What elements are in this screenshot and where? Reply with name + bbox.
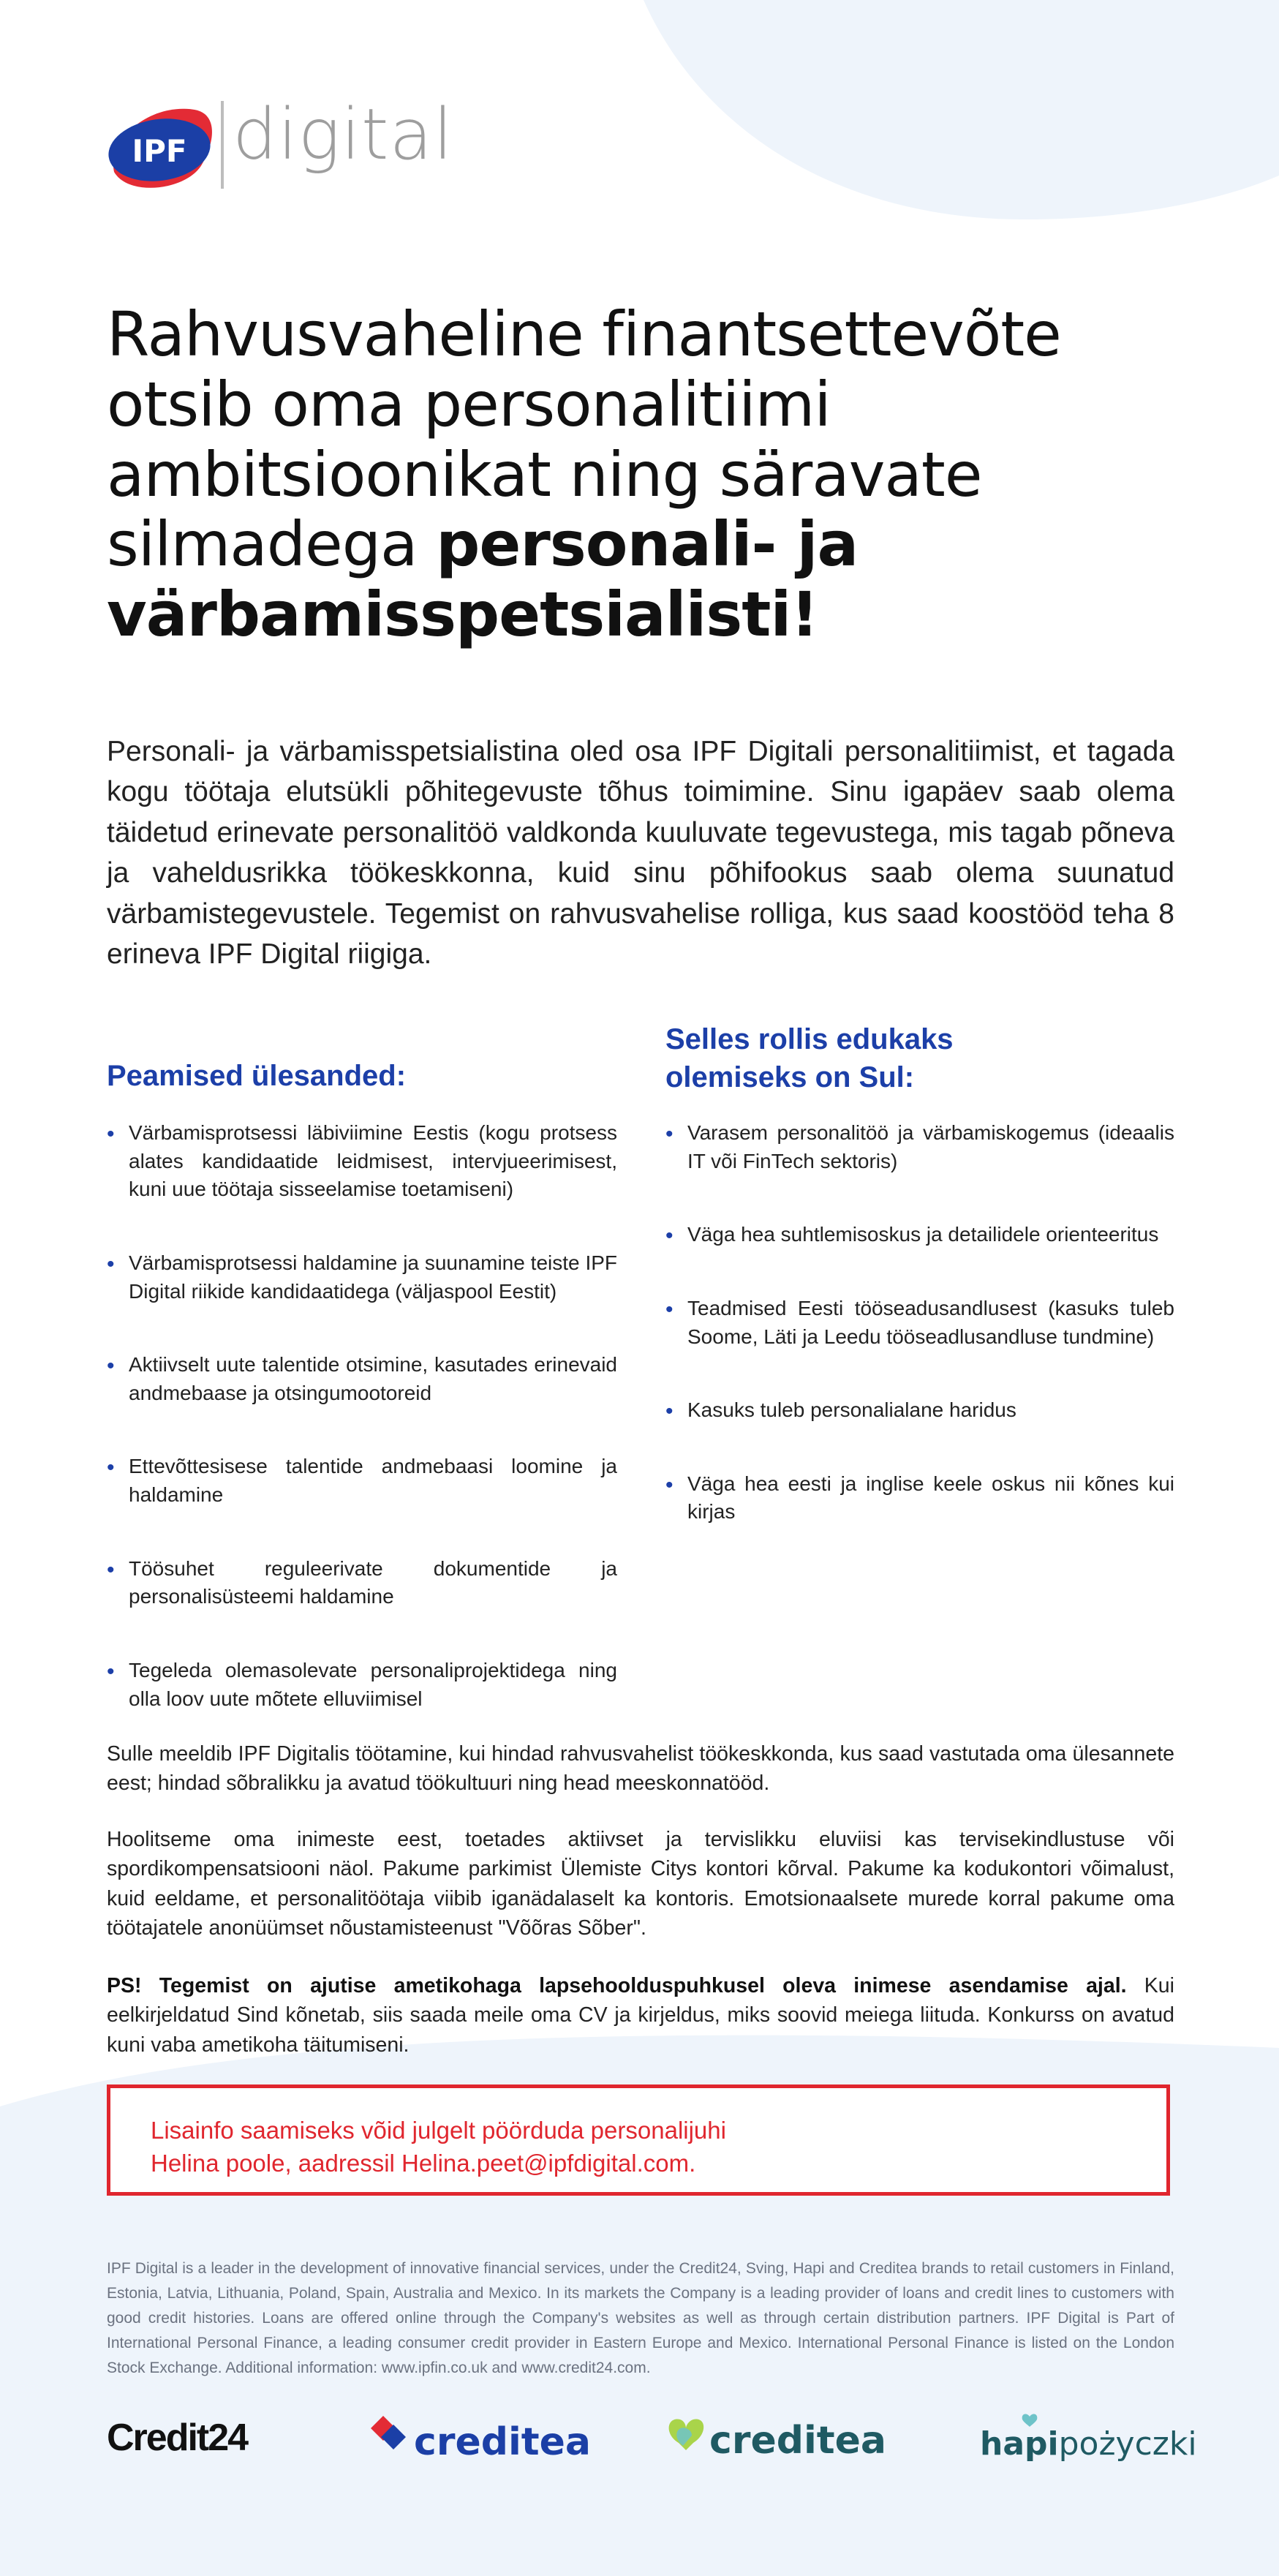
list-item: • Värbamisprotsessi haldamine ja suunamine teiste IPF Digital riikide kandidaatidega (väljaspool Eestit) <box>107 1249 617 1306</box>
ipf-logo-icon <box>107 95 216 197</box>
creditea-blue-logo <box>369 2406 603 2472</box>
list-item: • Tegeleda olemasolevate personaliprojektidega ning olla loov uute mõtete elluviimisel <box>107 1657 617 1713</box>
headline-line-4-regular: silmadega <box>107 508 437 581</box>
tasks-title: Peamised ülesanded: <box>107 1060 407 1092</box>
svg-text:creditea: creditea <box>709 2419 886 2463</box>
brand-logos <box>107 2406 1197 2472</box>
requirements-list <box>665 1119 1174 1572</box>
bullet-icon: • <box>107 1122 115 1146</box>
paragraph-work-environment: Sulle meeldib IPF Digitalis töötamine, kui hindad rahvusvahelist töökeskkonda, kus saad vastutada oma ülesannete eest; hindad sõbralikku ja avatud töökultuuri ning head meeskonnatööd. <box>107 1742 1174 1796</box>
logo-divider <box>221 101 224 189</box>
bullet-icon: • <box>107 1455 115 1480</box>
bullet-icon: • <box>665 1297 674 1322</box>
svg-text:creditea: creditea <box>414 2420 591 2464</box>
list-item: • Värbamisprotsessi läbiviimine Eestis (kogu protsess alates kandidaatide leidmisest, intervjueerimisest, kuni uue töötaja sisseelamise toetamiseni) <box>107 1119 617 1204</box>
list-item: • Ettevõttesisese talentide andmebaasi loomine ja haldamine <box>107 1453 617 1509</box>
ps-bold-text: PS! Tegemist on ajutise ametikohaga lapsehoolduspuhkusel oleva inimese asendamise ajal. <box>107 1974 1127 1997</box>
headline <box>107 300 1174 650</box>
headline-line-4 <box>107 510 1174 580</box>
headline-line-4-bold: personali- ja <box>436 508 859 581</box>
bullet-icon: • <box>665 1472 674 1497</box>
list-item: • Väga hea eesti ja inglise keele oskus nii kõnes kui kirjas <box>665 1470 1174 1526</box>
bullet-icon: • <box>665 1122 674 1146</box>
ps-rest-text: Kui eelkirjeldatud Sind kõnetab, siis saada meile oma CV ja kirjeldus, miks soovid meiega liituda. Konkurss on avatud kuni vaba ametikoha täitumiseni. <box>107 1974 1174 2057</box>
contact-line-2: Helina poole, aadressil Helina.peet@ipfdigital.com. <box>151 2149 696 2177</box>
contact-email-link[interactable]: Helina.peet@ipfdigital.com <box>401 2149 690 2177</box>
creditea-teal-logo <box>663 2406 904 2472</box>
paragraph-benefits: Hoolitseme oma inimeste eest, toetades aktiivset ja tervislikku eluviisi kas tervisekindlustuse või spordikompensatsiooni näol. Pakume parkimist Ülemiste Citys kontori kõrval. Pakume ka kodukontori võimalust, kuid eeldame, et personalitöötaja viibib iganädalaselt ka kontoris. Emotsionaalsete murede korral pakume oma töötajatele anonüümset nõustamisteenust "Võõras Sõber". <box>107 1828 1174 1940</box>
logo-wordmark: digital <box>233 94 454 176</box>
intro-paragraph: Personali- ja värbamisspetsialistina oled osa IPF Digitali personalitiimist, et tagada kogu töötaja elutsükli põhitegevuste tõhus toimimine. Sinu igapäev saab olema täidetud erinevate personalitöö valdkonda kuuluvate tegevustega, mis tagab põneva ja vaheldusrikka töökeskkonna, kuid sinu põhifookus saab olema suunatud värbamistegevustele. Tegemist on rahvusvahelise rolliga, kus saad koostööd teha 8 erineva IPF Digital riigiga. <box>107 736 1174 970</box>
paragraph-ps <box>107 1971 1174 2060</box>
headline-line-5 <box>107 580 1174 650</box>
list-item: • Varasem personalitöö ja värbamiskogemus (ideaalis IT või FinTech sektoris) <box>665 1119 1174 1175</box>
headline-line-2: otsib oma personalitiimi <box>107 368 831 440</box>
company-description: IPF Digital is a leader in the development of innovative financial services, under the Credit24, Sving, Hapi and Creditea brands to retail customers in Finland, Estonia, Latvia, Lithuania, Poland, Spain, Australia and Mexico. In its markets the Company is a leading provider of loans and credit lines to customers with good credit histories. Loans are offered online through the Company's websites as well as through certain distribution partners. IPF Digital is Part of International Personal Finance, a leading consumer credit provider in Eastern Europe and Mexico. International Personal Finance is listed on the London Stock Exchange. Additional information: www.ipfin.co.uk and www.credit24.com. <box>107 2260 1174 2377</box>
logo-badge-text: IPF <box>132 133 187 169</box>
credit24-logo <box>107 2406 268 2472</box>
svg-text:hapipożyczki: hapipożyczki <box>980 2425 1197 2463</box>
hapi-pozyczki-logo <box>976 2406 1197 2472</box>
contact-box <box>107 2084 1170 2196</box>
ipf-digital-logo <box>107 94 454 197</box>
headline-line-3: ambitsioonikat ning säravate <box>107 438 982 511</box>
bullet-icon: • <box>665 1399 674 1424</box>
list-item: • Aktiivselt uute talentide otsimine, kasutades erinevaid andmebaase ja otsingumootoreid <box>107 1351 617 1407</box>
svg-text:Credit24: Credit24 <box>107 2417 248 2459</box>
requirements-title-line-1: Selles rollis edukaks <box>665 1023 954 1055</box>
bullet-icon: • <box>107 1354 115 1379</box>
bullet-icon: • <box>107 1557 115 1582</box>
headline-line-1: Rahvusvaheline finantsettevõte <box>107 298 1061 370</box>
contact-text <box>151 2114 726 2180</box>
requirements-title <box>665 1020 1177 1096</box>
headline-line-5-bold: värbamisspetsialisti! <box>107 579 818 650</box>
requirements-title-line-2: olemiseks on Sul: <box>665 1061 915 1093</box>
bullet-icon: • <box>107 1659 115 1684</box>
list-item: • Töösuhet reguleerivate dokumentide ja personalisüsteemi haldamine <box>107 1555 617 1611</box>
list-item: • Kasuks tuleb personalialane haridus <box>665 1396 1174 1425</box>
bullet-icon: • <box>107 1251 115 1276</box>
contact-line-1: Lisainfo saamiseks võid julgelt pöörduda personalijuhi <box>151 2117 726 2144</box>
list-item: • Väga hea suhtlemisoskus ja detailidele orienteeritus <box>665 1221 1174 1249</box>
bullet-icon: • <box>665 1224 674 1249</box>
tasks-list <box>107 1119 617 1758</box>
list-item: • Teadmised Eesti tööseadusandlusest (kasuks tuleb Soome, Läti ja Leedu tööseadlusandluse tundmine) <box>665 1295 1174 1351</box>
